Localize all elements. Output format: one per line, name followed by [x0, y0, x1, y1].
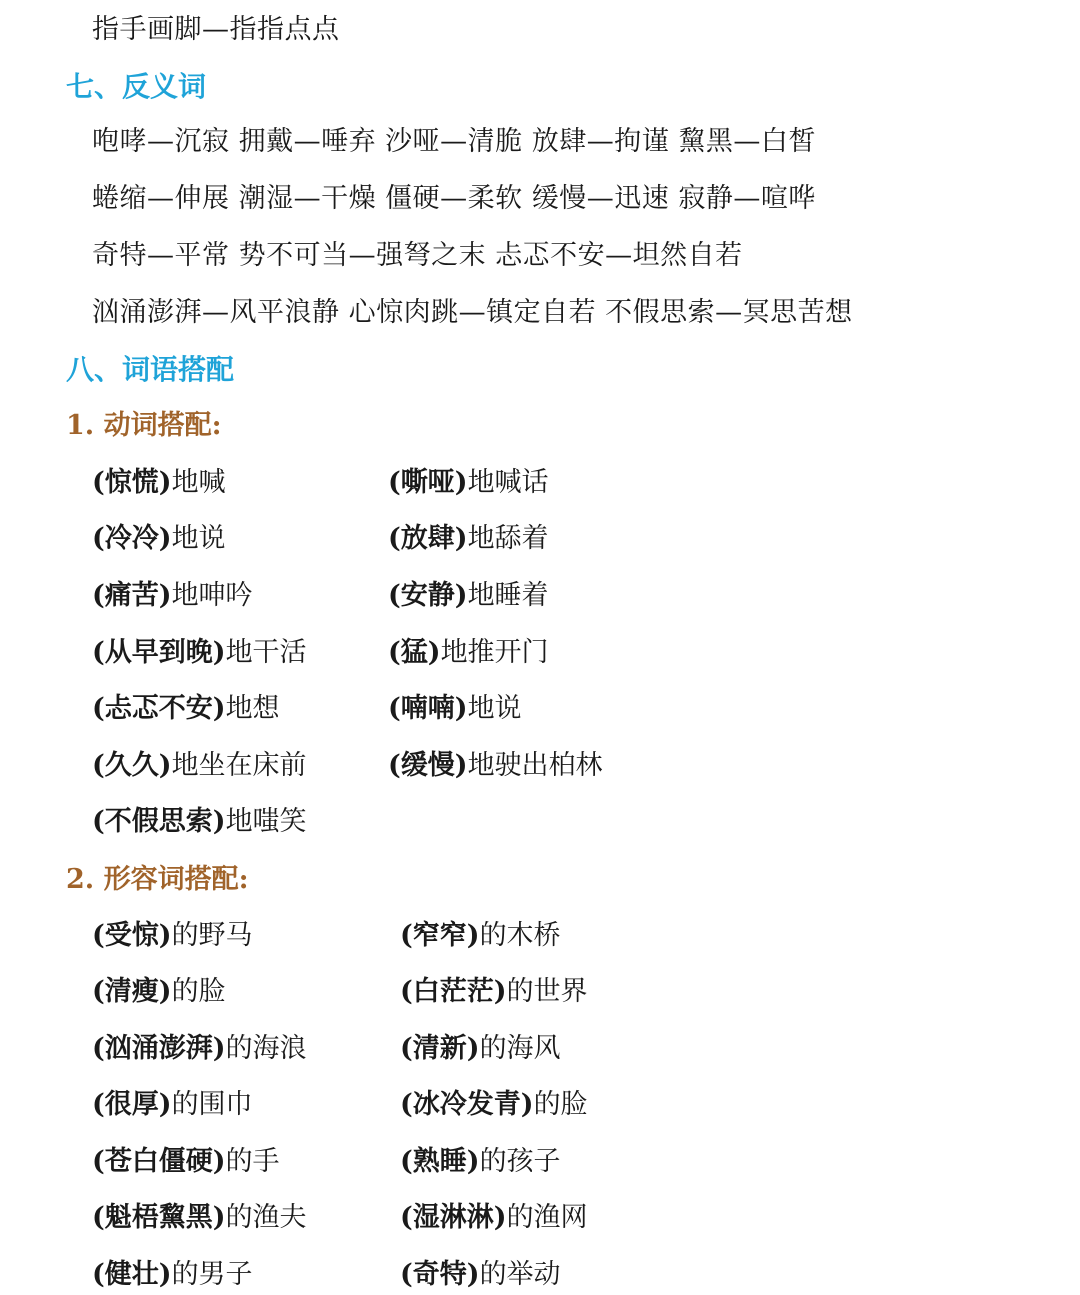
pair-rest: 地坐在床前 [171, 750, 307, 781]
verb-pair [388, 633, 549, 673]
top-line: 指手画脚—指指点点 [92, 14, 340, 45]
pair-blank: (猛) [388, 637, 441, 668]
pair-blank: (冰冷发青) [400, 1089, 534, 1120]
verb-pair [388, 689, 522, 729]
pair-blank: (清瘦) [92, 976, 172, 1007]
verb-pair [92, 633, 307, 673]
pair-rest: 地睡着 [467, 580, 549, 611]
verb-collocation-title: 1. 动词搭配: [66, 410, 222, 441]
pair-rest: 的脸 [533, 1089, 588, 1120]
pair-rest: 的野马 [171, 920, 253, 951]
adj-pair [92, 1085, 253, 1125]
verb-pair [92, 802, 307, 842]
pair-blank: (嘶哑) [388, 467, 468, 498]
adj-pair [400, 1255, 561, 1295]
verb-pair [388, 746, 603, 786]
pair-blank: (汹涌澎湃) [92, 1033, 226, 1064]
pair-blank: (健壮) [92, 1259, 172, 1290]
adj-pair [400, 1029, 561, 1069]
verb-pair [388, 463, 549, 503]
pair-rest: 的世界 [506, 976, 588, 1007]
pair-blank: (魁梧黧黑) [92, 1202, 226, 1233]
antonym-line: 汹涌澎湃—风平浪静 心惊肉跳—镇定自若 不假思索—冥思苦想 [92, 297, 853, 328]
pair-blank: (冷冷) [92, 523, 172, 554]
adj-pair [92, 1255, 253, 1295]
adj-pair [92, 1198, 307, 1238]
pair-rest: 的举动 [479, 1259, 561, 1290]
pair-blank: (受惊) [92, 920, 172, 951]
pair-blank: (从早到晚) [92, 637, 226, 668]
pair-rest: 地驶出柏林 [467, 750, 603, 781]
pair-rest: 地嗤笑 [225, 806, 307, 837]
pair-rest: 的孩子 [479, 1146, 561, 1177]
antonym-line: 奇特—平常 势不可当—强弩之末 忐忑不安—坦然自若 [92, 240, 743, 271]
pair-blank: (奇特) [400, 1259, 480, 1290]
pair-rest: 的脸 [171, 976, 226, 1007]
pair-blank: (清新) [400, 1033, 480, 1064]
pair-blank: (缓慢) [388, 750, 468, 781]
verb-pair [92, 576, 253, 616]
pair-blank: (安静) [388, 580, 468, 611]
pair-rest: 的围巾 [171, 1089, 253, 1120]
pair-blank: (喃喃) [388, 693, 468, 724]
pair-rest: 的海风 [479, 1033, 561, 1064]
adjective-collocation-title: 2. 形容词搭配: [66, 864, 249, 895]
pair-rest: 地说 [467, 693, 522, 724]
pair-rest: 地推开门 [440, 637, 549, 668]
adj-pair [400, 1085, 588, 1125]
pair-blank: (痛苦) [92, 580, 172, 611]
pair-rest: 地呻吟 [171, 580, 253, 611]
pair-rest: 的渔夫 [225, 1202, 307, 1233]
adj-pair [400, 916, 561, 956]
pair-rest: 地舔着 [467, 523, 549, 554]
pair-blank: (湿淋淋) [400, 1202, 507, 1233]
pair-blank: (很厚) [92, 1089, 172, 1120]
pair-rest: 的男子 [171, 1259, 253, 1290]
pair-rest: 地干活 [225, 637, 307, 668]
adj-pair [92, 1029, 307, 1069]
pair-rest: 的手 [225, 1146, 280, 1177]
pair-blank: (苍白僵硬) [92, 1146, 226, 1177]
verb-pair [388, 576, 549, 616]
pair-blank: (不假思索) [92, 806, 226, 837]
adj-pair [400, 1198, 588, 1238]
pair-blank: (窄窄) [400, 920, 480, 951]
antonym-line: 蜷缩—伸展 潮湿—干燥 僵硬—柔软 缓慢—迅速 寂静—喧哗 [92, 183, 816, 214]
section7-title: 七、反义词 [66, 70, 207, 103]
pair-blank: (久久) [92, 750, 172, 781]
pair-rest: 的木桥 [479, 920, 561, 951]
pair-blank: (白茫茫) [400, 976, 507, 1007]
adj-pair [92, 972, 226, 1012]
section8-title: 八、词语搭配 [66, 353, 235, 386]
verb-pair [92, 463, 226, 503]
pair-blank: (熟睡) [400, 1146, 480, 1177]
verb-pair [92, 746, 307, 786]
pair-blank: (忐忑不安) [92, 693, 226, 724]
adj-pair [400, 1142, 561, 1182]
pair-rest: 的渔网 [506, 1202, 588, 1233]
pair-blank: (放肆) [388, 523, 468, 554]
adj-pair [92, 1142, 280, 1182]
verb-pair [92, 519, 226, 559]
antonym-line: 咆哮—沉寂 拥戴—唾弃 沙哑—清脆 放肆—拘谨 黧黑—白皙 [92, 126, 816, 157]
pair-rest: 的海浪 [225, 1033, 307, 1064]
adj-pair [92, 916, 253, 956]
pair-rest: 地喊话 [467, 467, 549, 498]
pair-rest: 地喊 [171, 467, 226, 498]
adj-pair [400, 972, 588, 1012]
verb-pair [92, 689, 280, 729]
verb-pair [388, 519, 549, 559]
pair-blank: (惊慌) [92, 467, 172, 498]
pair-rest: 地想 [225, 693, 280, 724]
pair-rest: 地说 [171, 523, 226, 554]
